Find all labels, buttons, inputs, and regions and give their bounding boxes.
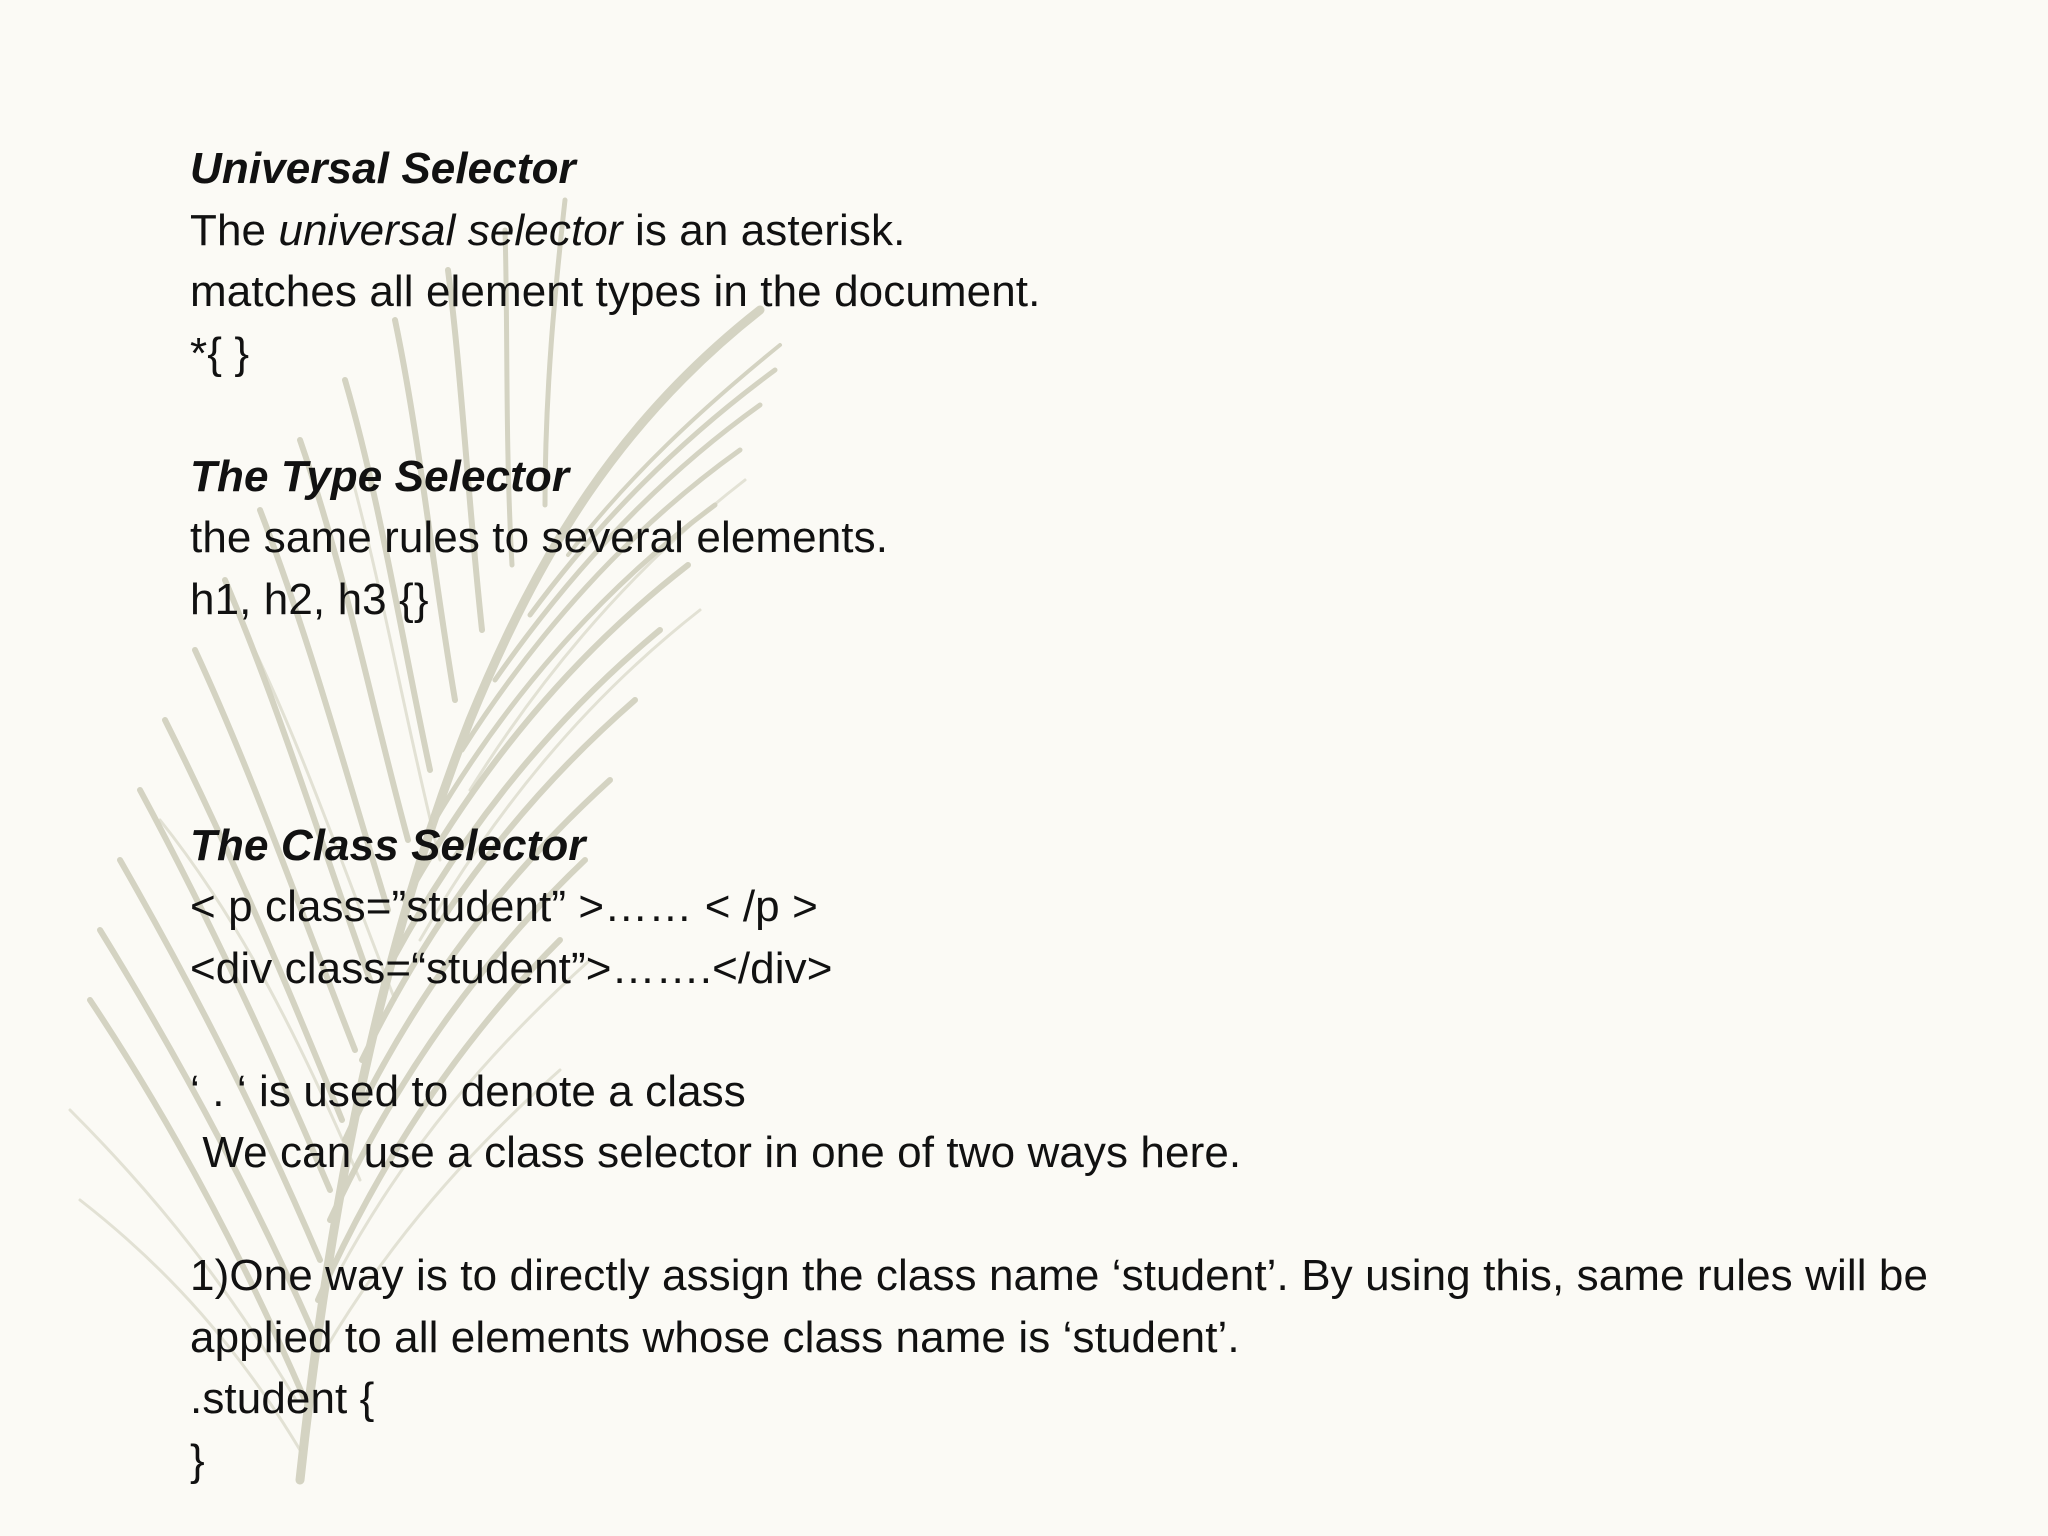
universal-line1-prefix: The <box>190 205 279 255</box>
spacer <box>190 999 2010 1061</box>
class-selector-ways-note: We can use a class selector in one of two ways here. <box>190 1128 1242 1177</box>
type-selector-description: the same rules to several elements. <box>190 513 889 562</box>
class-selector-code-close: } <box>190 1435 205 1485</box>
universal-selector-description <box>190 200 2010 262</box>
spacer <box>190 1184 2010 1246</box>
class-selector-example-div: <div class=“student”>…….</div> <box>190 943 833 993</box>
type-selector-code: h1, h2, h3 {} <box>190 574 429 624</box>
spacer <box>190 630 2010 692</box>
universal-line1-emphasis: universal selector <box>278 205 623 255</box>
class-selector-dot-note: ‘ . ‘ is used to denote a class <box>190 1066 746 1116</box>
universal-selector-explanation: matches all element types in the document. <box>190 267 1041 316</box>
spacer <box>190 692 2010 815</box>
universal-selector-heading: Universal Selector <box>190 144 576 193</box>
universal-selector-code: *{ } <box>190 328 250 378</box>
class-selector-code-open: .student { <box>190 1374 375 1423</box>
type-selector-heading: The Type Selector <box>190 451 570 501</box>
class-selector-heading: The Class Selector <box>190 820 586 870</box>
class-selector-way-one-paragraph: 1)One way is to directly assign the class name ‘student’. By using this, same rules will be applied to all elements whose class name is ‘student’. <box>190 1251 1929 1362</box>
universal-line1-suffix: is an asterisk. <box>622 205 906 255</box>
slide-content <box>190 138 2010 1491</box>
class-selector-example-p: < p class=”student” >…… < /p > <box>190 882 818 931</box>
spacer <box>190 384 2010 446</box>
